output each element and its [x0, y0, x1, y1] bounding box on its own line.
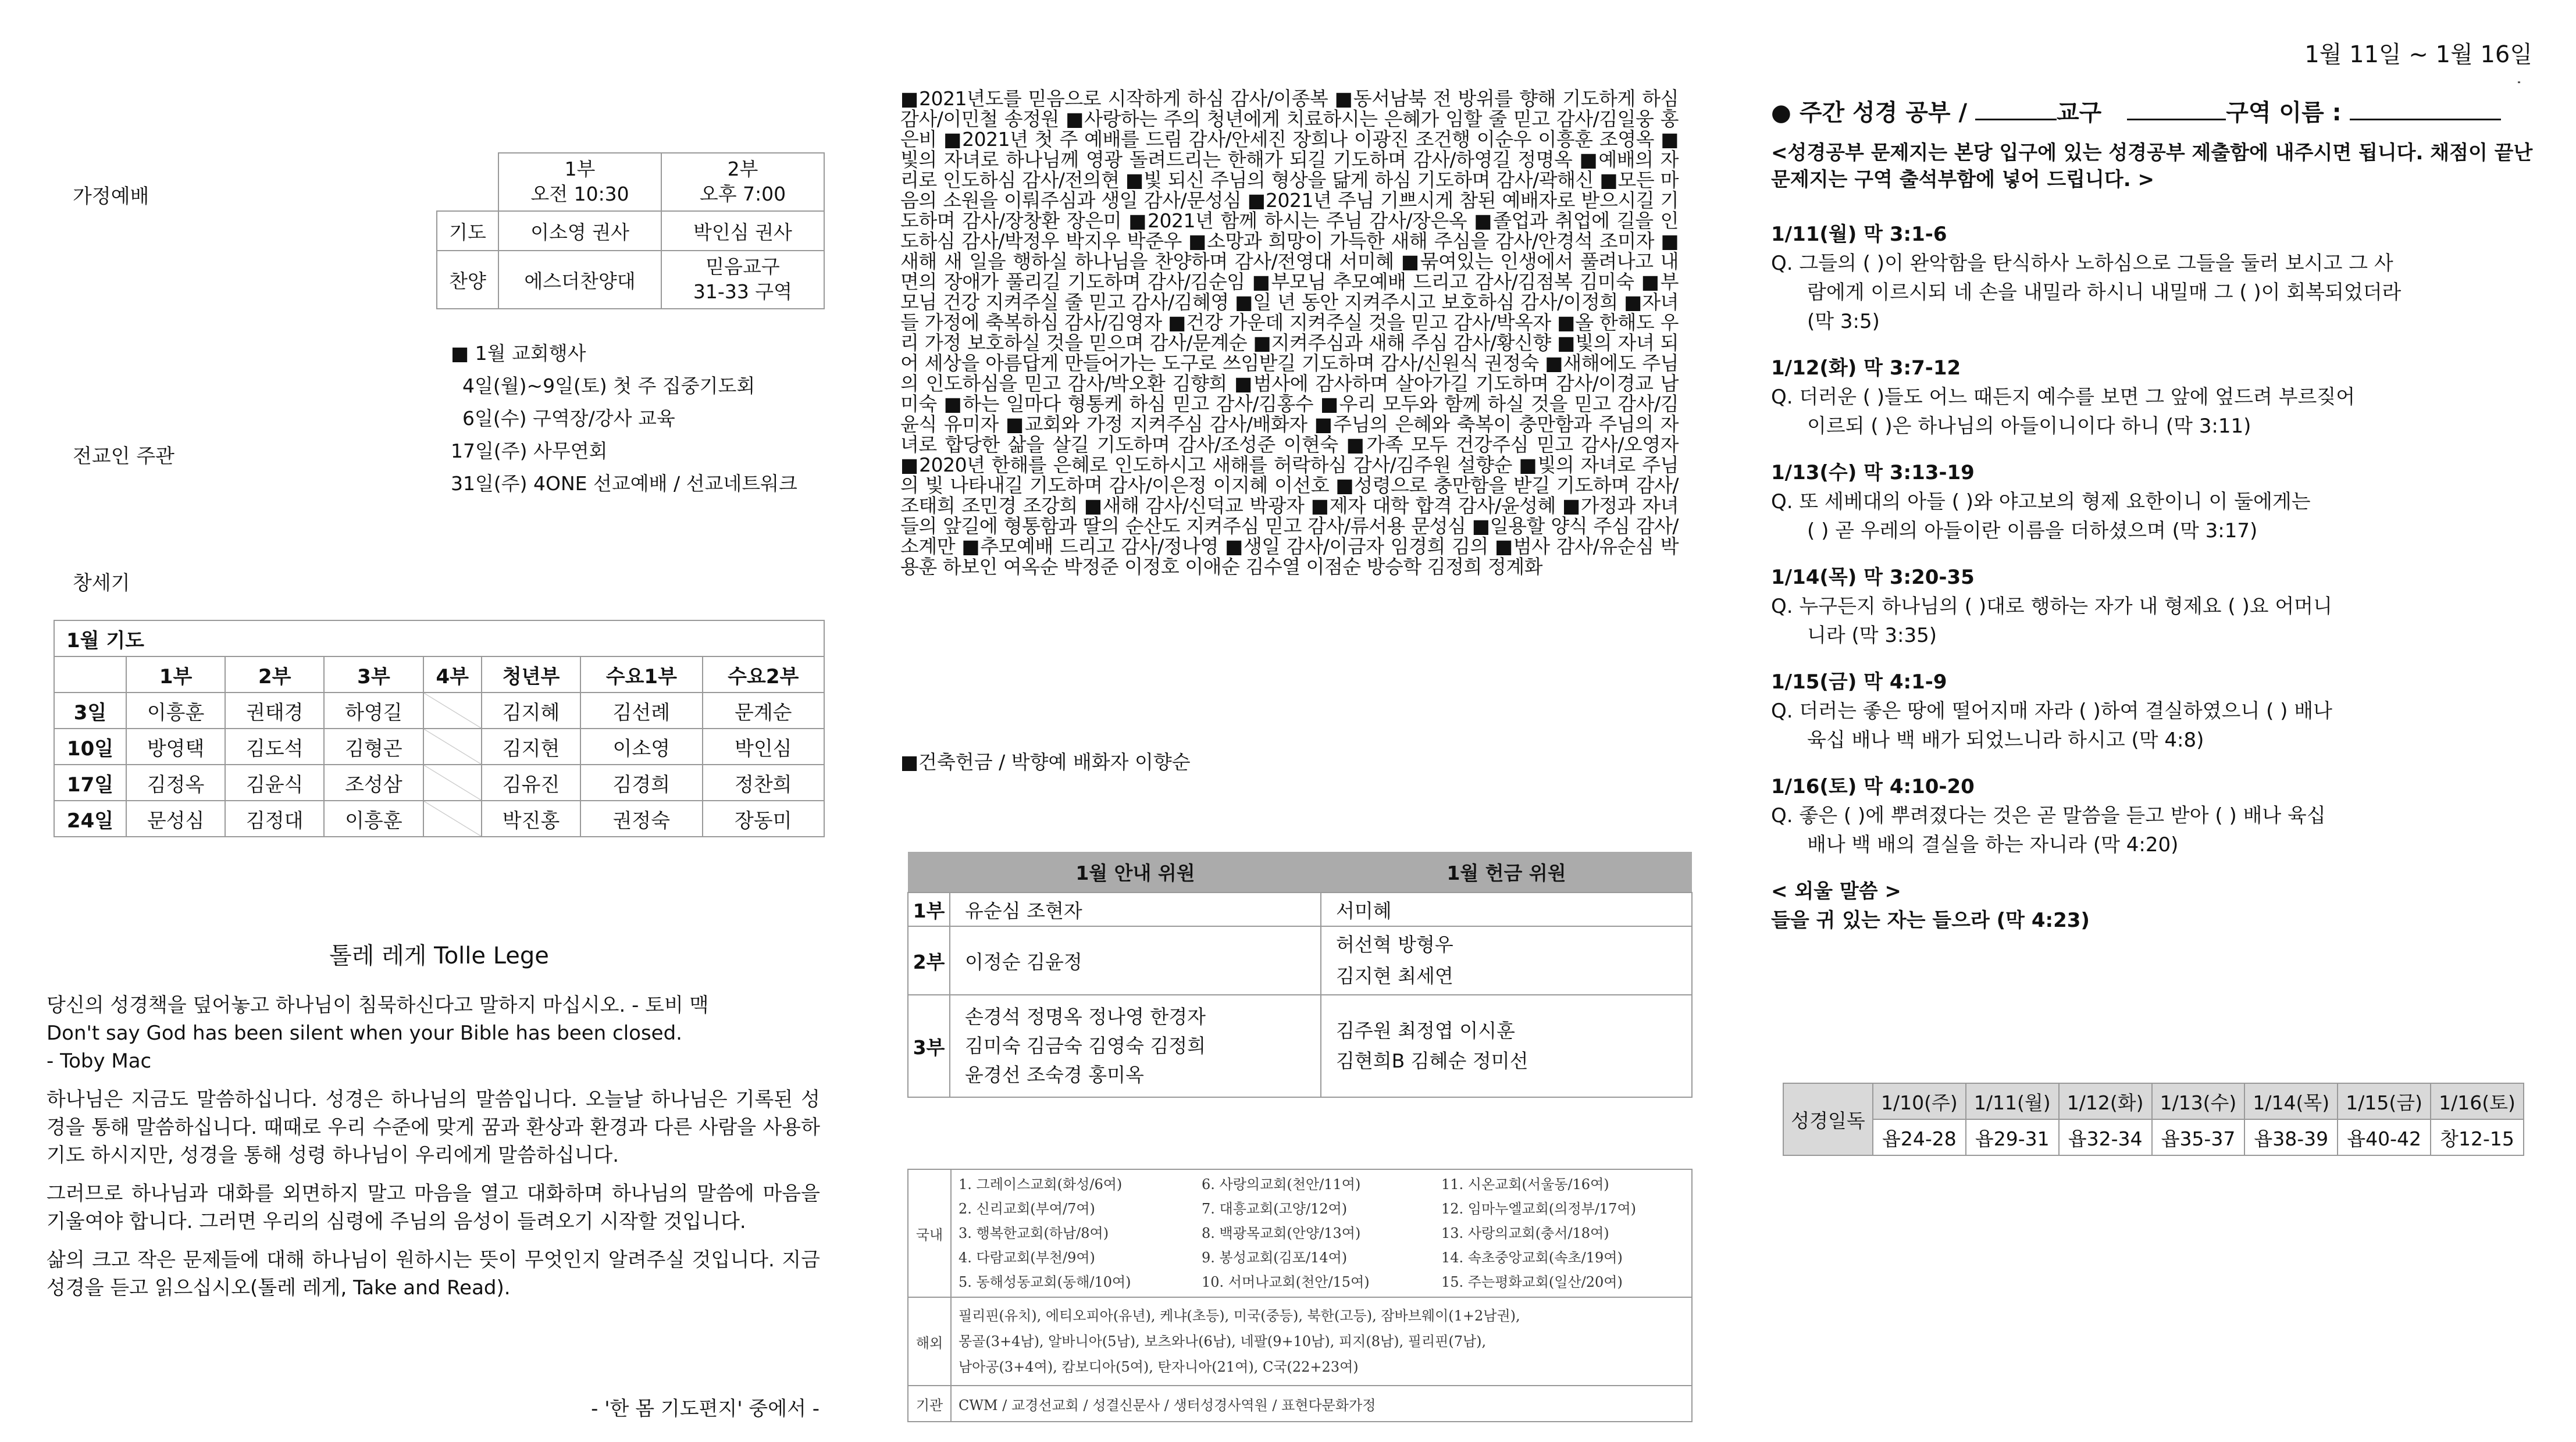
mission-overseas-line: 몽골(3+4남), 알바니아(5남), 보츠와나(6남), 네팔(9+10남), 피지(8남), 필리핀(7남),	[959, 1333, 1487, 1350]
day-question: Q. 그들의 ( )이 완악함을 탄식하사 노하심으로 그들을 둘러 보시고 그 사	[1771, 252, 2393, 275]
study-title: ● 주간 성경 공부 /	[1771, 99, 1968, 126]
prayer-date: 3일	[54, 693, 126, 729]
day-question: Q. 또 세베대의 아들 ( )와 야고보의 형제 요한이니 이 둘에게는	[1771, 490, 2311, 513]
prayer-cell: 김도석	[225, 729, 324, 765]
mission-item: 2. 신리교회(부여/7여)	[959, 1201, 1095, 1217]
mission-item: 6. 사랑의교회(천안/11여)	[1202, 1176, 1361, 1193]
prayer-table	[54, 620, 825, 837]
committee-head-offer: 1월 헌금 위원	[1446, 862, 1566, 884]
prayer-cell: 문성심	[126, 801, 225, 837]
reading-val: 욥38-39	[2244, 1119, 2338, 1155]
committee-offer: 김현희B 김혜순 정미선	[1336, 1050, 1529, 1072]
prayer-head: 수요1부	[580, 656, 702, 693]
mission-item: 7. 대흥교회(고양/12여)	[1202, 1201, 1348, 1217]
prayer-empty	[423, 765, 482, 801]
prayer-date: 24일	[54, 801, 126, 837]
prayer-empty	[423, 801, 482, 837]
study-notice: <성경공부 문제지는 본당 입구에 있는 성경공부 제출함에 내주시면 됩니다. 채점이 끝난 문제지는 구역 출석부함에 넣어 드립니다. >	[1771, 141, 2533, 191]
reading-head: 1/15(금)	[2338, 1083, 2431, 1119]
prayer-title: 1월 기도	[54, 620, 824, 656]
prayer-date: 17일	[54, 765, 126, 801]
missions-domestic-label: 국내	[908, 1169, 951, 1297]
worship-label: 가정예배	[73, 185, 149, 208]
tolle-quote: 당신의 성경책을 덮어놓고 하나님이 침묵하신다고 말하지 마십시오. - 토비 맥	[47, 994, 709, 1017]
name-field[interactable]	[2350, 119, 2501, 120]
study-district: 교구	[2057, 99, 2102, 126]
mission-item: 13. 사랑의교회(충서/18여)	[1441, 1225, 1609, 1241]
committee-offer: 허선혁 방형우	[1336, 933, 1453, 956]
building-offering: ■건축헌금 / 박향예 배화자 이향순	[900, 751, 1191, 773]
date-tick	[2518, 81, 2520, 83]
tolle-title: 톨레 레게 Tolle Lege	[329, 943, 549, 969]
committee-guide: 김미숙 김금숙 김영숙 김정희	[965, 1034, 1206, 1057]
thanks-offering: ■2021년도를 믿음으로 시작하게 하심 감사/이종복 ■동서남북 전 방위를 향해 기도하게 하심 감사/이민철 송정원 ■사랑하는 주의 청년에게 치료하시는 은혜가 임할 줄 믿고 감사/김일웅 홍은비 ■2021년 첫 주 예배를 드림 감사/안세진 장희나 이광진 조건행 이순우 이흥훈 조영옥 ■빛의 자녀로 하나님께 영광 돌려드리는 한해가 되길 기도하며 감사/하영길 정명옥 ■예배의 자리로 인도하심 감사/전의현 ■빛 되신 주님의 형상을 닮게 하심 기도하며 감사/곽해신 ■모든 마음의 소원을 이뤄주심과 생일 감사/문성심 ■2021년 주님 기쁘시게 참된 예배자로 받으시길 기도하며 감사/장창환 장은미 ■2021년 함께 하시는 주님 감사/장은옥 ■졸업과 취업에 길을 인도하심 감사/박정우 박지우 박준우 ■소망과 희망이 가득한 새해 주심을 감사/안경석 조미자 ■새해 새 일을 행하실 하나님을 찬양하며 감사/전영대 서미혜 ■묶여있는 인생에서 풀려나고 내면의 장애가 풀리길 기도하며 감사/김순임 ■부모님 추모예배 드리고 감사/김점복 김미숙 ■부모님 건강 지켜주실 줄 믿고 감사/김혜영 ■일 년 동안 지켜주시고 보호하심 감사/이정희 ■자녀들 가정에 축복하심 감사/김영자 ■건강 가운데 지켜주실 것을 믿고 감사/박옥자 ■올 한해도 우리 가정 보호하실 것을 믿으며 감사/문계순 ■지켜주심과 새해 주심 감사/황신향 ■빛의 자녀 되어 세상을 아름답게 만들어가는 도구로 쓰임받길 기도하며 감사/신원식 권정숙 ■새해에도 주님의 인도하심을 믿고 감사/박오환 김향희 ■범사에 감사하며 살아가길 기도하며 감사/이경교 남미숙 ■하는 일마다 형통케 하심 믿고 감사/김홍수 ■우리 모두와 함께 하실 것을 믿고 감사/김윤식 유미자 ■교회와 가정 지켜주심 감사/배화자 ■주님의 은혜와 축복이 충만함과 주님의 자녀로 합당한 삶을 살길 기도하며 감사/조성준 이현숙 ■가족 모두 건강주심 믿고 감사/오영자 ■2020년 한해를 은혜로 인도하시고 새해를 허락하심 감사/김주원 설향순 ■빛의 자녀로 주님의 빛 나타내길 기도하며 감사/이은정 이지혜 이선호 ■성령으로 충만함을 받길 기도하며 감사/조태희 조민경 조강희 ■새해 감사/신덕교 박광자 ■제자 대학 합격 감사/윤성혜 ■가정과 자녀들의 앞길에 형통함과 딸의 순산도 지켜주심 믿고 감사/류서용 문성심 ■일용할 양식 주심 감사/소계만 ■추모예배 드리고 감사/정나영 ■생일 감사/이금자 임경희 김의 ■범사 감사/유순심 박용훈 하보인 여옥순 박정준 이정호 이애순 김수열 이점순 방승학 김정희 정계화	[900, 87, 1679, 578]
day-question: Q. 더러는 좋은 땅에 떨어지매 자라 ( )하여 결실하였으니 ( ) 배나	[1771, 699, 2332, 723]
reading-val: 욥24-28	[1873, 1119, 1966, 1155]
prayer-cell: 조성삼	[324, 765, 423, 801]
committee-offer: 김주원 최정엽 이시훈	[1336, 1019, 1515, 1042]
prayer-date: 10일	[54, 729, 126, 765]
committee-head-guide: 1월 안내 위원	[1075, 862, 1195, 884]
day-question: ( ) 곧 우레의 아들이란 이름을 더하셨으며 (막 3:17)	[1807, 519, 2258, 542]
worship-cell: 에스더찬양대	[498, 251, 661, 309]
day-question: 배나 백 배의 결실을 하는 자니라 (막 4:20)	[1807, 833, 2179, 856]
events-title: ■ 1월 교회행사	[451, 342, 586, 365]
prayer-cell: 김형곤	[324, 729, 423, 765]
day-question: 람에게 이르시되 네 손을 내밀라 하시니 내밀매 그 ( )이 회복되었더라	[1807, 281, 2402, 304]
day-title: 1/13(수) 막 3:13-19	[1771, 461, 1975, 484]
prayer-head: 2부	[225, 656, 324, 693]
worship-role: 찬양	[437, 251, 498, 309]
worship-cell: 이소영 권사	[498, 211, 661, 251]
evangelist-label: 전교인 주관	[73, 445, 175, 468]
committee-offer: 서미혜	[1321, 893, 1692, 926]
day-title: 1/15(금) 막 4:1-9	[1771, 670, 1947, 694]
day-question: (막 3:5)	[1807, 310, 1880, 333]
prayer-cell: 이흥훈	[126, 693, 225, 729]
committee-guide: 윤경선 조숙경 홍미옥	[965, 1063, 1144, 1086]
reading-head: 1/12(화)	[2059, 1083, 2152, 1119]
committee-part: 3부	[908, 995, 950, 1097]
prayer-cell: 하영길	[324, 693, 423, 729]
tolle-body	[47, 991, 820, 1302]
mission-item: 4. 다람교회(부천/9여)	[959, 1250, 1095, 1266]
prayer-cell: 박인심	[703, 729, 824, 765]
missions-org-label: 기관	[908, 1386, 951, 1422]
reading-val: 창12-15	[2431, 1119, 2524, 1155]
tolle-paragraph: 삶의 크고 작은 문제들에 대해 하나님이 원하시는 뜻이 무엇인지 알려주실 것입니다. 지금 성경을 듣고 읽으십시오(톨레 레게, Take and Read).	[47, 1248, 820, 1300]
mission-item: 10. 서머나교회(천안/15여)	[1202, 1274, 1370, 1290]
prayer-cell: 김정대	[225, 801, 324, 837]
prayer-cell: 김유진	[482, 765, 580, 801]
worship-part1: 1부	[564, 158, 596, 181]
mission-item: 5. 동해성동교회(동해/10여)	[959, 1274, 1131, 1290]
missions-overseas-label: 해외	[908, 1297, 951, 1386]
day-question: 육십 배나 백 배가 되었느니라 하시고 (막 4:8)	[1807, 729, 2204, 752]
reading-table	[1783, 1083, 2524, 1156]
memory-text: 들을 귀 있는 자는 들으라 (막 4:23)	[1771, 909, 2090, 932]
event-item: 17일(주) 사무연회	[451, 440, 608, 462]
event-item: 31일(주) 4ONE 선교예배 / 선교네트워크	[451, 472, 797, 495]
reading-val: 욥32-34	[2059, 1119, 2152, 1155]
committee-guide: 이정순 김윤정	[950, 926, 1321, 995]
date-range: 1월 11일 ~ 1월 16일	[2304, 41, 2532, 68]
prayer-head: 4부	[423, 656, 482, 693]
prayer-cell: 김선례	[580, 693, 702, 729]
day-title: 1/14(목) 막 3:20-35	[1771, 566, 1975, 589]
mission-item: 1. 그레이스교회(화성/6여)	[959, 1176, 1123, 1193]
prayer-cell: 김윤식	[225, 765, 324, 801]
committee-table	[907, 852, 1693, 1098]
prayer-cell: 이소영	[580, 729, 702, 765]
reading-head: 1/14(목)	[2244, 1083, 2338, 1119]
prayer-cell: 방영택	[126, 729, 225, 765]
worship-cell: 31-33 구역	[693, 280, 793, 303]
worship-role: 기도	[437, 211, 498, 251]
mission-item: 12. 임마누엘교회(의정부/17여)	[1441, 1201, 1636, 1217]
reading-val: 욥35-37	[2152, 1119, 2245, 1155]
prayer-cell: 장동미	[703, 801, 824, 837]
reading-head: 1/13(수)	[2152, 1083, 2245, 1119]
day-question: Q. 더러운 ( )들도 어느 때든지 예수를 보면 그 앞에 엎드려 부르짖어	[1771, 386, 2356, 409]
reading-val: 욥29-31	[1966, 1119, 2059, 1155]
prayer-cell: 김경희	[580, 765, 702, 801]
study-days	[1771, 220, 2539, 935]
mission-item: 9. 봉성교회(김포/14여)	[1202, 1250, 1348, 1266]
prayer-cell: 문계순	[703, 693, 824, 729]
day-title: 1/16(토) 막 4:10-20	[1771, 775, 1975, 798]
worship-cell: 믿음교구	[706, 255, 780, 279]
mission-overseas-line: 남아공(3+4여), 캄보디아(5여), 탄자니아(21여), C국(22+23여)	[959, 1359, 1359, 1375]
mission-item: 8. 백광목교회(안양/13여)	[1202, 1225, 1361, 1241]
event-item: 6일(수) 구역장/강사 교육	[462, 407, 675, 430]
memory-label: < 외울 말씀 >	[1771, 880, 1901, 903]
prayer-cell: 권정숙	[580, 801, 702, 837]
mission-item: 15. 주는평화교회(일산/20여)	[1441, 1274, 1623, 1290]
missions-table	[907, 1169, 1693, 1422]
worship-table	[436, 152, 825, 309]
day-question: 니라 (막 3:35)	[1807, 624, 1937, 647]
prayer-head	[54, 656, 126, 693]
worship-time2: 오후 7:00	[699, 183, 786, 205]
prayer-cell: 정찬희	[703, 765, 824, 801]
prayer-head: 수요2부	[703, 656, 824, 693]
prayer-empty	[423, 693, 482, 729]
mission-org: CWM / 교경선교회 / 성결신문사 / 생터성경사역원 / 표현다문화가정	[951, 1386, 1692, 1422]
prayer-cell: 박진홍	[482, 801, 580, 837]
worship-cell: 박인심 권사	[661, 211, 824, 251]
tolle-paragraph: 하나님은 지금도 말씀하십니다. 성경은 하나님의 말씀입니다. 오늘날 하나님은 기록된 성경을 통해 말씀하십니다. 때때로 우리 수준에 맞게 꿈과 환상과 환경과 다른 사람을 사용하기도 하시지만, 성경을 통해 성령 하나님이 우리에게 말씀하십니다.	[47, 1088, 820, 1167]
reading-label: 성경일독	[1783, 1083, 1873, 1155]
mission-overseas-line: 필리핀(유치), 에티오피아(유년), 케냐(초등), 미국(중등), 북한(고등), 잠바브웨이(1+2남권),	[959, 1308, 1520, 1324]
genesis-label: 창세기	[73, 572, 130, 595]
mission-item: 3. 행복한교회(하남/8여)	[959, 1225, 1109, 1241]
committee-guide: 유순심 조현자	[950, 893, 1321, 926]
prayer-head: 3부	[324, 656, 423, 693]
worship-part2: 2부	[727, 158, 758, 181]
prayer-cell: 김지현	[482, 729, 580, 765]
reading-head: 1/10(주)	[1873, 1083, 1966, 1119]
event-item: 4일(월)~9일(토) 첫 주 집중기도회	[462, 374, 756, 397]
reading-head: 1/16(토)	[2431, 1083, 2524, 1119]
prayer-cell: 이흥훈	[324, 801, 423, 837]
reading-head: 1/11(월)	[1966, 1083, 2059, 1119]
prayer-head: 1부	[126, 656, 225, 693]
day-question: Q. 누구든지 하나님의 ( )대로 행하는 자가 내 형제요 ( )요 어머니	[1771, 595, 2332, 618]
day-question: 이르되 ( )은 하나님의 아들이니이다 하니 (막 3:11)	[1807, 415, 2251, 438]
day-question: Q. 좋은 ( )에 뿌려졌다는 것은 곧 말씀을 듣고 받아 ( ) 배나 육십	[1771, 804, 2326, 827]
reading-val: 욥40-42	[2338, 1119, 2431, 1155]
tolle-author: - Toby Mac	[47, 1050, 152, 1073]
day-title: 1/12(화) 막 3:7-12	[1771, 356, 1961, 380]
mission-item: 11. 시온교회(서울동/16여)	[1441, 1176, 1609, 1193]
committee-part: 1부	[908, 893, 950, 926]
study-cell: 구역 이름 :	[2226, 99, 2342, 126]
prayer-head: 청년부	[482, 656, 580, 693]
committee-offer: 김지현 최세연	[1336, 965, 1453, 987]
committee-guide: 손경석 정명옥 정나영 한경자	[965, 1005, 1206, 1028]
committee-part: 2부	[908, 926, 950, 995]
tolle-quote-en: Don't say God has been silent when your Bible has been closed.	[47, 1022, 682, 1045]
mission-item: 14. 속초중앙교회(속초/19여)	[1441, 1250, 1623, 1266]
prayer-cell: 권태경	[225, 693, 324, 729]
study-header	[1771, 94, 2501, 127]
tolle-paragraph: 그러므로 하나님과 대화를 외면하지 말고 마음을 열고 대화하며 하나님의 말씀에 마음을 기울여야 합니다. 그러면 우리의 심령에 주님의 음성이 들려오기 시작할 것입니다.	[47, 1182, 820, 1233]
prayer-cell: 김지혜	[482, 693, 580, 729]
prayer-empty	[423, 729, 482, 765]
day-title: 1/11(월) 막 3:1-6	[1771, 223, 1947, 246]
events-block	[451, 337, 797, 500]
prayer-cell: 김정옥	[126, 765, 225, 801]
worship-time1: 오전 10:30	[530, 183, 629, 205]
tolle-source: - '한 몸 기도편지' 중에서 -	[591, 1397, 820, 1420]
